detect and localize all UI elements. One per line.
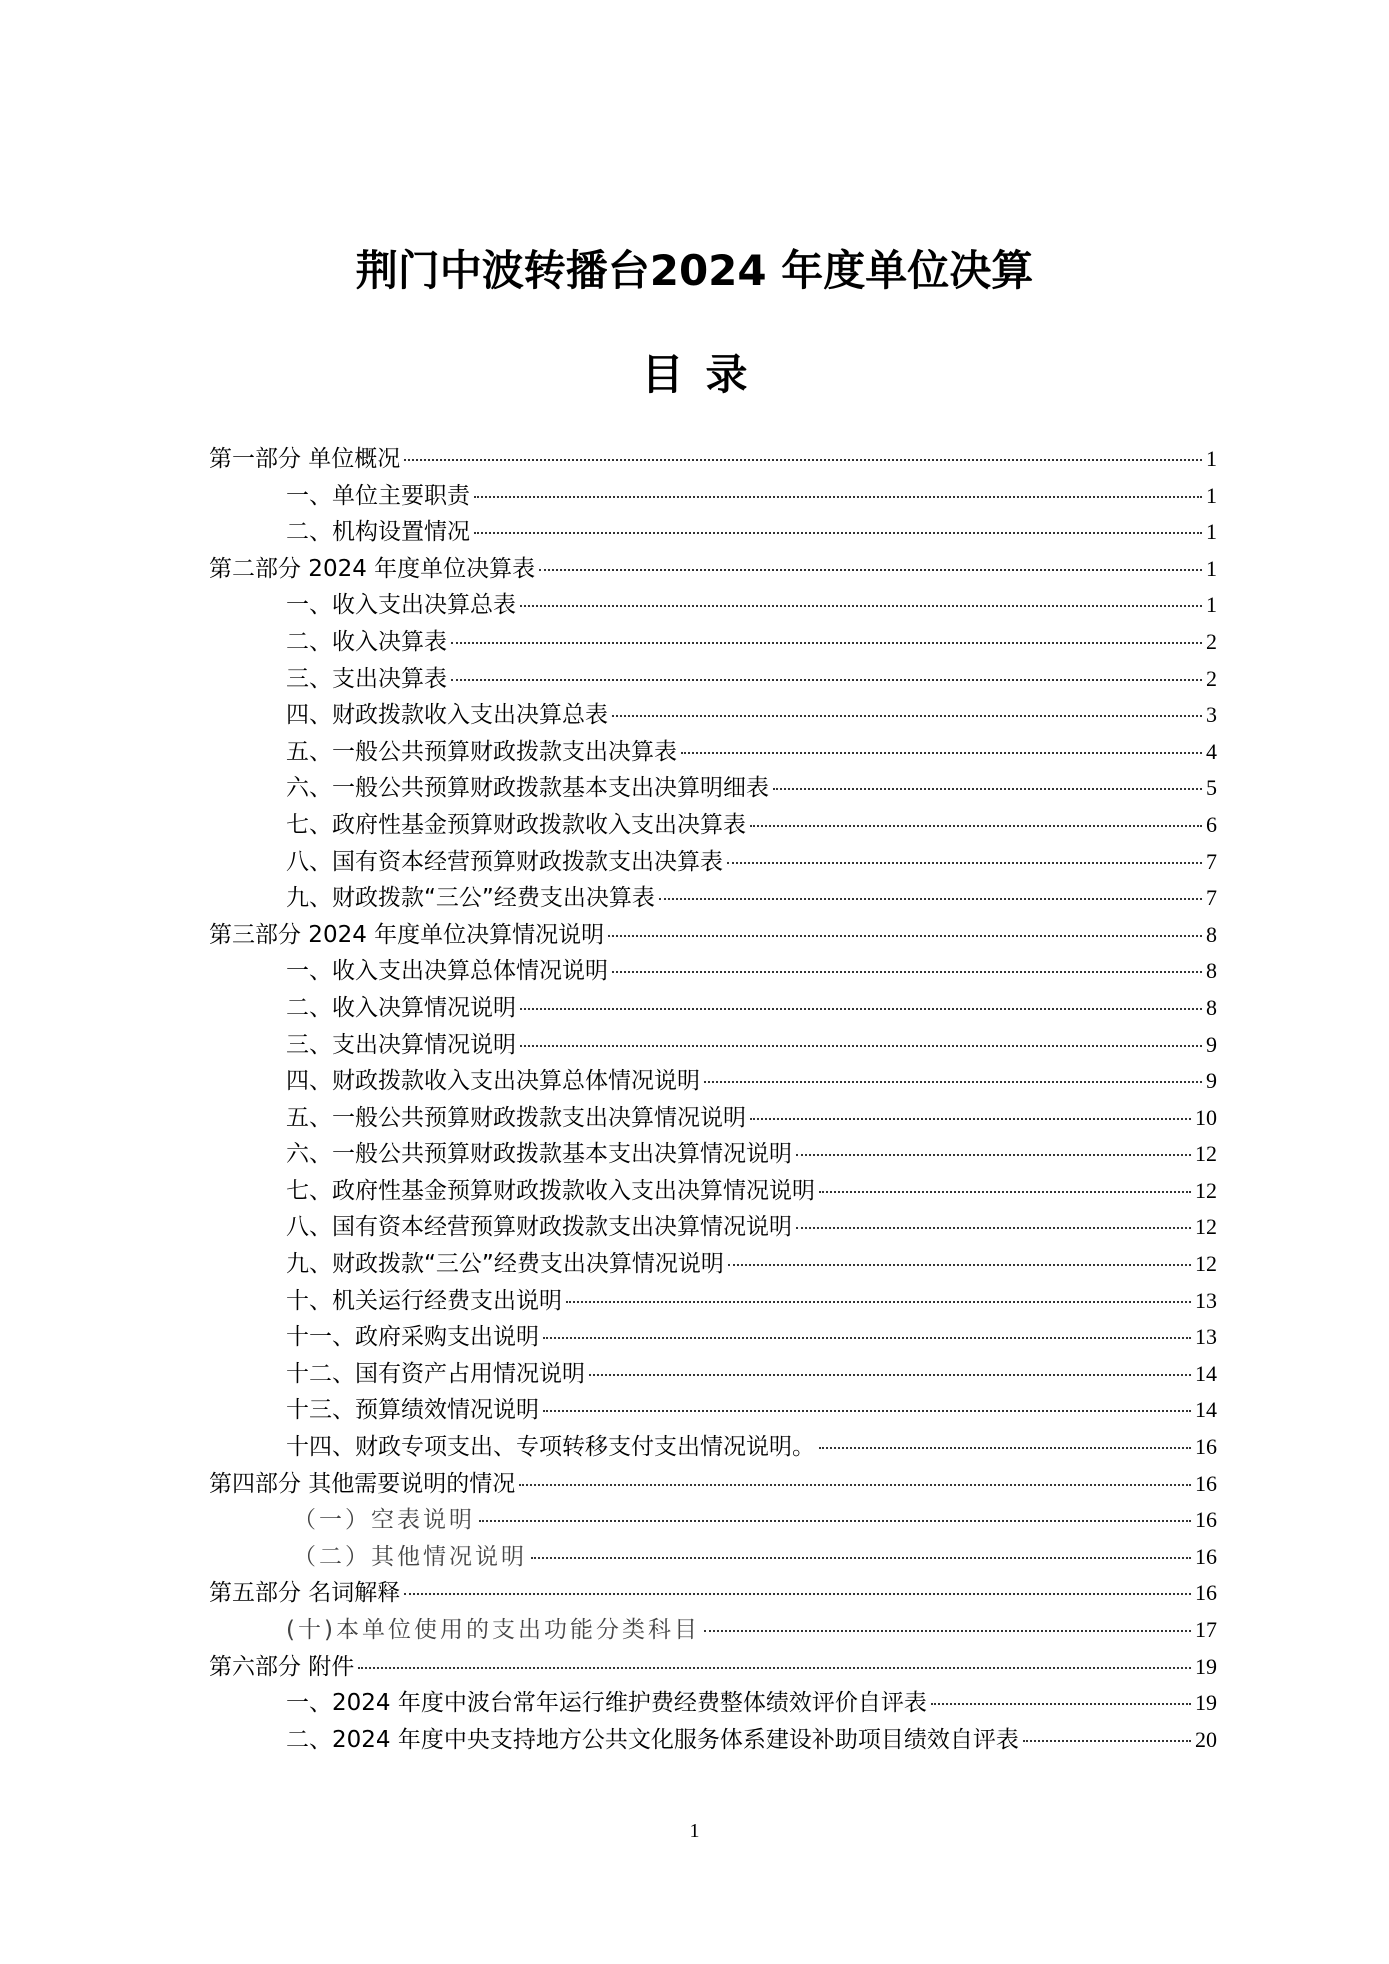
toc-entry-label: 第四部分 其他需要说明的情况: [209, 1470, 516, 1497]
toc-entry[interactable]: [209, 1319, 1217, 1356]
toc-entry-label: （二）其他情况说明: [293, 1543, 527, 1570]
toc-dot-leader: [404, 1593, 1191, 1595]
toc-entry-label: 第三部分 2024 年度单位决算情况说明: [209, 921, 605, 948]
toc-entry[interactable]: [209, 1027, 1217, 1064]
toc-entry[interactable]: [209, 1649, 1217, 1686]
toc-dot-leader: [539, 569, 1202, 571]
toc-entry[interactable]: [209, 1429, 1217, 1466]
toc-entry-label: 二、收入决算表: [286, 628, 447, 655]
toc-dot-leader: [589, 1374, 1191, 1376]
toc-dot-leader: [451, 679, 1202, 681]
toc-entry-page: 20: [1195, 1726, 1217, 1752]
toc-dot-leader: [520, 605, 1202, 607]
toc-dot-leader: [750, 825, 1202, 827]
toc-entry-page: 12: [1195, 1177, 1217, 1203]
toc-entry[interactable]: [209, 1466, 1217, 1503]
toc-entry-page: 17: [1195, 1617, 1217, 1642]
toc-entry[interactable]: [209, 1209, 1217, 1246]
toc-entry[interactable]: [209, 587, 1217, 624]
toc-entry-label: 九、财政拨款“三公”经费支出决算情况说明: [286, 1251, 724, 1278]
toc-entry[interactable]: [209, 624, 1217, 661]
toc-dot-leader: [819, 1447, 1191, 1449]
table-of-contents: [209, 441, 1217, 1758]
toc-entry-page: 13: [1195, 1287, 1217, 1313]
toc-entry-page: 12: [1195, 1214, 1217, 1240]
toc-dot-leader: [1023, 1740, 1191, 1742]
toc-entry-page: 1: [1206, 482, 1217, 508]
toc-entry-page: 16: [1195, 1434, 1217, 1460]
toc-entry-label: 三、支出决算情况说明: [286, 1031, 516, 1058]
toc-dot-leader: [727, 862, 1202, 864]
toc-entry[interactable]: [209, 1063, 1217, 1100]
toc-entry[interactable]: [209, 1246, 1217, 1283]
toc-entry-page: 7: [1206, 848, 1217, 874]
toc-entry-label: 一、收入支出决算总表: [286, 592, 516, 619]
toc-dot-leader: [358, 1667, 1191, 1669]
toc-entry-label: 第一部分 单位概况: [209, 446, 401, 472]
toc-entry-page: 12: [1195, 1251, 1217, 1277]
toc-entry-page: 2: [1206, 628, 1217, 654]
toc-dot-leader: [796, 1154, 1191, 1156]
toc-entry[interactable]: [209, 1392, 1217, 1429]
toc-entry[interactable]: [209, 1722, 1217, 1759]
toc-entry-label: (十)本单位使用的支出功能分类科目: [286, 1617, 700, 1643]
toc-entry-page: 10: [1195, 1104, 1217, 1130]
toc-entry-page: 7: [1206, 885, 1217, 911]
toc-entry-label: 十二、国有资产占用情况说明: [286, 1360, 585, 1387]
toc-entry-label: 一、2024 年度中波台常年运行维护费经费整体绩效评价自评表: [286, 1690, 927, 1717]
toc-entry[interactable]: [209, 514, 1217, 551]
toc-dot-leader: [404, 459, 1202, 461]
toc-entry[interactable]: [209, 1685, 1217, 1722]
toc-dot-leader: [474, 496, 1202, 498]
toc-entry-page: 16: [1195, 1507, 1217, 1533]
toc-entry-label: 四、财政拨款收入支出决算总表: [286, 702, 608, 729]
toc-entry-label: 七、政府性基金预算财政拨款收入支出决算情况说明: [286, 1177, 815, 1204]
toc-entry[interactable]: [209, 917, 1217, 954]
toc-entry-label: 二、2024 年度中央支持地方公共文化服务体系建设补助项目绩效自评表: [286, 1726, 1019, 1753]
toc-entry-page: 5: [1206, 775, 1217, 801]
toc-dot-leader: [451, 642, 1202, 644]
toc-entry-label: 六、一般公共预算财政拨款基本支出决算明细表: [286, 775, 769, 802]
toc-entry-label: 六、一般公共预算财政拨款基本支出决算情况说明: [286, 1141, 792, 1168]
toc-entry[interactable]: [209, 953, 1217, 990]
document-title: 荆门中波转播台2024 年度单位决算: [355, 246, 1034, 295]
toc-entry-page: 1: [1206, 555, 1217, 581]
toc-entry-label: 七、政府性基金预算财政拨款收入支出决算表: [286, 811, 746, 838]
toc-entry-label: 十一、政府采购支出说明: [286, 1324, 539, 1351]
toc-entry-label: 第二部分 2024 年度单位决算表: [209, 555, 536, 582]
toc-heading: 目录: [641, 350, 770, 399]
toc-entry[interactable]: [209, 1173, 1217, 1210]
toc-entry-label: 二、机构设置情况: [286, 519, 470, 546]
toc-dot-leader: [704, 1081, 1202, 1083]
toc-entry-page: 13: [1195, 1324, 1217, 1350]
toc-entry-label: 十四、财政专项支出、专项转移支付支出情况说明。: [286, 1434, 815, 1461]
toc-entry[interactable]: [209, 551, 1217, 588]
toc-dot-leader: [612, 971, 1202, 973]
toc-entry[interactable]: [209, 807, 1217, 844]
toc-dot-leader: [608, 935, 1202, 937]
toc-dot-leader: [474, 532, 1202, 534]
toc-entry-label: 第六部分 附件: [209, 1653, 355, 1680]
toc-entry-label: 十、机关运行经费支出说明: [286, 1287, 562, 1314]
toc-entry-label: 五、一般公共预算财政拨款支出决算情况说明: [286, 1104, 746, 1131]
toc-entry[interactable]: [209, 1575, 1217, 1612]
toc-entry-page: 8: [1206, 994, 1217, 1020]
toc-entry-page: 19: [1195, 1653, 1217, 1679]
toc-entry-label: 一、收入支出决算总体情况说明: [286, 958, 608, 985]
toc-entry-page: 4: [1206, 738, 1217, 764]
toc-entry[interactable]: [209, 770, 1217, 807]
toc-entry-page: 9: [1206, 1068, 1217, 1094]
toc-entry[interactable]: [209, 844, 1217, 881]
toc-entry-label: 九、财政拨款“三公”经费支出决算表: [286, 885, 655, 912]
toc-entry-page: 1: [1206, 519, 1217, 545]
toc-entry-label: 五、一般公共预算财政拨款支出决算表: [286, 738, 677, 765]
toc-entry-page: 14: [1195, 1397, 1217, 1423]
toc-entry-page: 16: [1195, 1470, 1217, 1496]
toc-dot-leader: [612, 715, 1202, 717]
toc-entry-page: 9: [1206, 1031, 1217, 1057]
toc-entry[interactable]: [209, 1356, 1217, 1393]
toc-entry-page: 16: [1195, 1543, 1217, 1569]
toc-dot-leader: [520, 1045, 1202, 1047]
toc-entry[interactable]: [209, 1100, 1217, 1137]
toc-dot-leader: [796, 1227, 1191, 1229]
toc-entry[interactable]: [209, 661, 1217, 698]
toc-dot-leader: [773, 788, 1202, 790]
toc-dot-leader: [659, 898, 1202, 900]
toc-entry-page: 14: [1195, 1360, 1217, 1386]
toc-entry[interactable]: [209, 478, 1217, 515]
toc-dot-leader: [543, 1337, 1191, 1339]
toc-dot-leader: [931, 1703, 1191, 1705]
toc-dot-leader: [479, 1520, 1191, 1522]
toc-entry[interactable]: [209, 1539, 1217, 1576]
toc-dot-leader: [543, 1410, 1191, 1412]
toc-entry-page: 16: [1195, 1580, 1217, 1606]
toc-entry[interactable]: [209, 734, 1217, 771]
toc-entry-page: 2: [1206, 665, 1217, 691]
toc-entry-label: 二、收入决算情况说明: [286, 994, 516, 1021]
toc-entry[interactable]: [209, 880, 1217, 917]
toc-entry-label: 三、支出决算表: [286, 665, 447, 692]
toc-entry-page: 8: [1206, 958, 1217, 984]
toc-entry[interactable]: [209, 1283, 1217, 1320]
toc-entry-label: 八、国有资本经营预算财政拨款支出决算表: [286, 848, 723, 875]
toc-entry-page: 1: [1206, 592, 1217, 618]
toc-entry-page: 1: [1206, 446, 1217, 471]
toc-entry[interactable]: [209, 990, 1217, 1027]
toc-entry-page: 3: [1206, 702, 1217, 728]
toc-entry-page: 8: [1206, 921, 1217, 947]
toc-dot-leader: [704, 1630, 1191, 1632]
toc-entry[interactable]: [209, 697, 1217, 734]
toc-entry-label: 十三、预算绩效情况说明: [286, 1397, 539, 1424]
toc-entry[interactable]: [209, 1502, 1217, 1539]
toc-entry[interactable]: [209, 1136, 1217, 1173]
toc-entry[interactable]: [209, 1612, 1217, 1649]
toc-entry-label: 第五部分 名词解释: [209, 1580, 401, 1607]
toc-dot-leader: [531, 1557, 1191, 1559]
page-number: 1: [689, 1820, 700, 1842]
toc-entry-page: 6: [1206, 811, 1217, 837]
toc-entry-page: 19: [1195, 1690, 1217, 1716]
toc-entry-label: 八、国有资本经营预算财政拨款支出决算情况说明: [286, 1214, 792, 1241]
toc-dot-leader: [520, 1008, 1202, 1010]
toc-entry-page: 12: [1195, 1141, 1217, 1167]
toc-entry-label: 四、财政拨款收入支出决算总体情况说明: [286, 1068, 700, 1095]
toc-entry[interactable]: [209, 441, 1217, 478]
toc-dot-leader: [681, 752, 1202, 754]
toc-dot-leader: [566, 1301, 1191, 1303]
toc-dot-leader: [819, 1191, 1191, 1193]
toc-dot-leader: [519, 1484, 1191, 1486]
toc-dot-leader: [750, 1118, 1191, 1120]
toc-dot-leader: [728, 1264, 1191, 1266]
toc-entry-label: 一、单位主要职责: [286, 482, 470, 509]
toc-entry-label: （一）空表说明: [293, 1507, 475, 1534]
